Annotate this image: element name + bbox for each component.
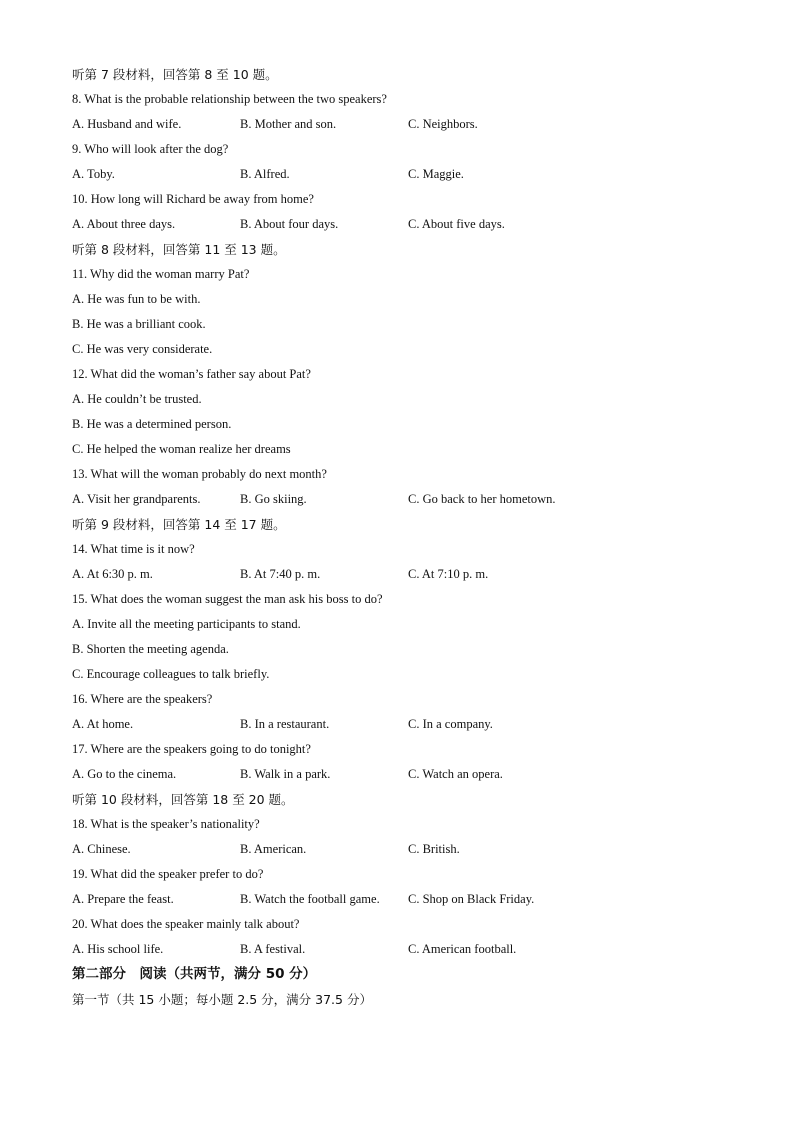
question — [72, 87, 732, 112]
option-a: A. His school life. — [72, 942, 164, 956]
question-text: 18. What is the speaker’s nationality? — [72, 817, 260, 831]
option-line — [72, 612, 732, 637]
question — [72, 737, 732, 762]
option-b: B. American. — [240, 842, 307, 856]
option-a: A. At 6:30 p. m. — [72, 567, 153, 581]
option-line — [72, 437, 732, 462]
part-subtitle — [72, 987, 732, 1012]
question — [72, 187, 732, 212]
option-c: C. In a company. — [408, 717, 493, 731]
option-b: B. At 7:40 p. m. — [240, 567, 321, 581]
question-text: 14. What time is it now? — [72, 542, 195, 556]
question — [72, 812, 732, 837]
question — [72, 687, 732, 712]
options-row — [72, 712, 732, 737]
option-b: B. Watch the football game. — [240, 892, 380, 906]
exam-page — [72, 62, 732, 1012]
question — [72, 137, 732, 162]
option-line — [72, 337, 732, 362]
option-b: B. In a restaurant. — [240, 717, 330, 731]
options-row — [72, 887, 732, 912]
option-b: B. Alfred. — [240, 167, 290, 181]
instruction-text: 听第 9 段材料，回答第 14 至 17 题。 — [72, 517, 286, 532]
question-text: 16. Where are the speakers? — [72, 692, 213, 706]
option-text: C. He helped the woman realize her dreams — [72, 442, 291, 456]
option-b: B. About four days. — [240, 217, 339, 231]
option-text: C. He was very considerate. — [72, 342, 213, 356]
question-text: 17. Where are the speakers going to do tonight? — [72, 742, 311, 756]
part-title — [72, 962, 732, 987]
option-c: C. American football. — [408, 942, 517, 956]
instruction-text: 听第 8 段材料，回答第 11 至 13 题。 — [72, 242, 286, 257]
option-c: C. Shop on Black Friday. — [408, 892, 535, 906]
option-line — [72, 637, 732, 662]
option-a: A. Prepare the feast. — [72, 892, 174, 906]
option-a: A. Go to the cinema. — [72, 767, 177, 781]
question — [72, 262, 732, 287]
options-row — [72, 937, 732, 962]
option-b: B. Go skiing. — [240, 492, 307, 506]
options-row — [72, 212, 732, 237]
question — [72, 862, 732, 887]
question — [72, 462, 732, 487]
part-subtitle-text: 第一节（共 15 小题；每小题 2.5 分，满分 37.5 分） — [72, 992, 372, 1007]
option-a: A. At home. — [72, 717, 134, 731]
question-text: 13. What will the woman probably do next month? — [72, 467, 327, 481]
options-row — [72, 112, 732, 137]
option-line — [72, 662, 732, 687]
option-line — [72, 387, 732, 412]
option-text: A. He was fun to be with. — [72, 292, 201, 306]
option-line — [72, 287, 732, 312]
options-row — [72, 837, 732, 862]
question-text: 8. What is the probable relationship between the two speakers? — [72, 92, 387, 106]
question — [72, 537, 732, 562]
option-c: C. Neighbors. — [408, 117, 478, 131]
question-text: 11. Why did the woman marry Pat? — [72, 267, 250, 281]
option-a: A. Toby. — [72, 167, 115, 181]
option-c: C. Watch an opera. — [408, 767, 503, 781]
section-instruction — [72, 787, 732, 812]
option-a: A. Husband and wife. — [72, 117, 182, 131]
option-line — [72, 412, 732, 437]
part-title-text: 第二部分 阅读（共两节，满分 50 分） — [72, 966, 317, 982]
option-c: C. Maggie. — [408, 167, 464, 181]
option-line — [72, 312, 732, 337]
option-b: B. Walk in a park. — [240, 767, 331, 781]
option-a: A. Visit her grandparents. — [72, 492, 201, 506]
section-instruction — [72, 62, 732, 87]
options-row — [72, 762, 732, 787]
question — [72, 912, 732, 937]
instruction-text: 听第 10 段材料，回答第 18 至 20 题。 — [72, 792, 294, 807]
options-row — [72, 562, 732, 587]
option-a: A. About three days. — [72, 217, 176, 231]
option-b: B. Mother and son. — [240, 117, 337, 131]
option-text: C. Encourage colleagues to talk briefly. — [72, 667, 270, 681]
option-text: A. He couldn’t be trusted. — [72, 392, 202, 406]
option-text: B. He was a determined person. — [72, 417, 232, 431]
option-c: C. At 7:10 p. m. — [408, 567, 489, 581]
option-c: C. Go back to her hometown. — [408, 492, 556, 506]
option-text: B. Shorten the meeting agenda. — [72, 642, 229, 656]
instruction-text: 听第 7 段材料，回答第 8 至 10 题。 — [72, 67, 278, 82]
question-text: 10. How long will Richard be away from home? — [72, 192, 314, 206]
section-instruction — [72, 512, 732, 537]
option-text: A. Invite all the meeting participants to stand. — [72, 617, 301, 631]
section-instruction — [72, 237, 732, 262]
options-row — [72, 162, 732, 187]
question-text: 9. Who will look after the dog? — [72, 142, 229, 156]
question-text: 12. What did the woman’s father say about Pat? — [72, 367, 311, 381]
question — [72, 362, 732, 387]
options-row — [72, 487, 732, 512]
option-c: C. British. — [408, 842, 460, 856]
question — [72, 587, 732, 612]
option-a: A. Chinese. — [72, 842, 131, 856]
option-b: B. A festival. — [240, 942, 306, 956]
option-c: C. About five days. — [408, 217, 505, 231]
question-text: 20. What does the speaker mainly talk about? — [72, 917, 300, 931]
question-text: 19. What did the speaker prefer to do? — [72, 867, 264, 881]
question-text: 15. What does the woman suggest the man ask his boss to do? — [72, 592, 383, 606]
option-text: B. He was a brilliant cook. — [72, 317, 206, 331]
